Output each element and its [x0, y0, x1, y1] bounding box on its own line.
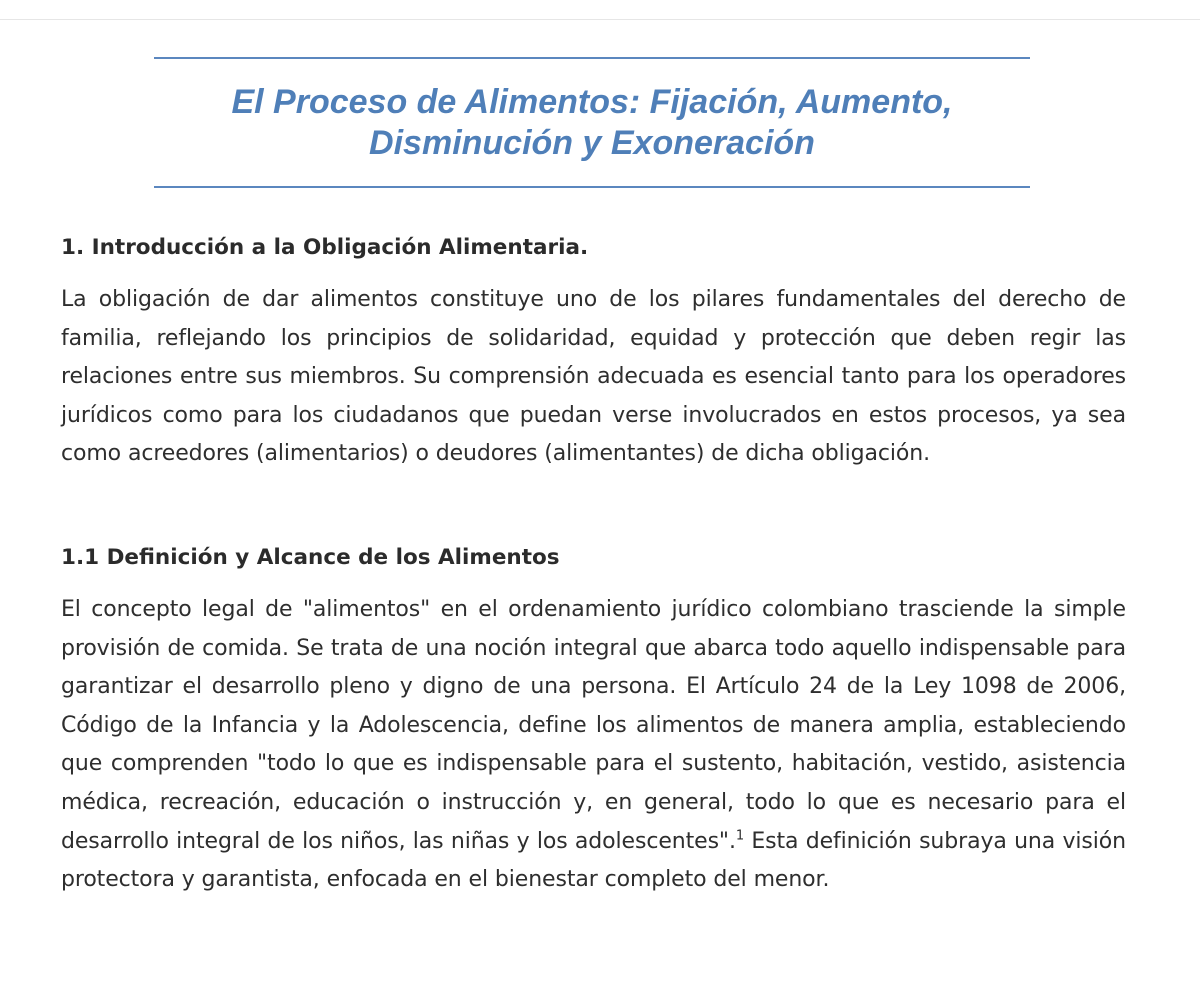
document-title: [154, 82, 1030, 164]
page-top-divider: [0, 19, 1200, 20]
paragraph-definition-text: El concepto legal de "alimentos" en el ordenamiento jurídico colombiano trasciende la simple provisión de comida. Se trata de una noción integral que abarca todo aquello indispensable para garantizar el desarrollo pleno y digno de una persona. El Artículo 24 de la Ley 1098 de 2006, Código de la Infancia y la Adolescencia, define los alimentos de manera amplia, estableciendo que comprenden "todo lo que es indispensable para el sustento, habitación, vestido, asistencia médica, recreación, educación o instrucción y, en general, todo lo que es necesario para el desarrollo integral de los niños, las niñas y los adolescentes".: [61, 597, 1126, 854]
document-title-line-1: El Proceso de Alimentos: Fijación, Aumento,: [231, 83, 953, 121]
paragraph-definition: [61, 591, 1126, 900]
footnote-reference[interactable]: 1: [735, 828, 745, 844]
section-heading-introduction: 1. Introducción a la Obligación Alimentaria.: [61, 235, 589, 260]
title-top-rule: [154, 57, 1030, 59]
title-bottom-rule: [154, 186, 1030, 188]
paragraph-definition-text-continued: Esta definición subraya una visión protectora y garantista, enfocada en el bienestar completo del menor.: [61, 828, 1126, 893]
paragraph-introduction: La obligación de dar alimentos constituye uno de los pilares fundamentales del derecho de familia, reflejando los principios de solidaridad, equidad y protección que deben regir las relaciones entre sus miembros. Su comprensión adecuada es esencial tanto para los operadores jurídicos como para los ciudadanos que puedan verse involucrados en estos procesos, ya sea como acreedores (alimentarios) o deudores (alimentantes) de dicha obligación.: [61, 287, 1126, 467]
document-title-line-2: Disminución y Exoneración: [369, 124, 815, 162]
section-heading-definition: 1.1 Definición y Alcance de los Alimentos: [61, 545, 560, 570]
title-block: [154, 57, 1030, 188]
